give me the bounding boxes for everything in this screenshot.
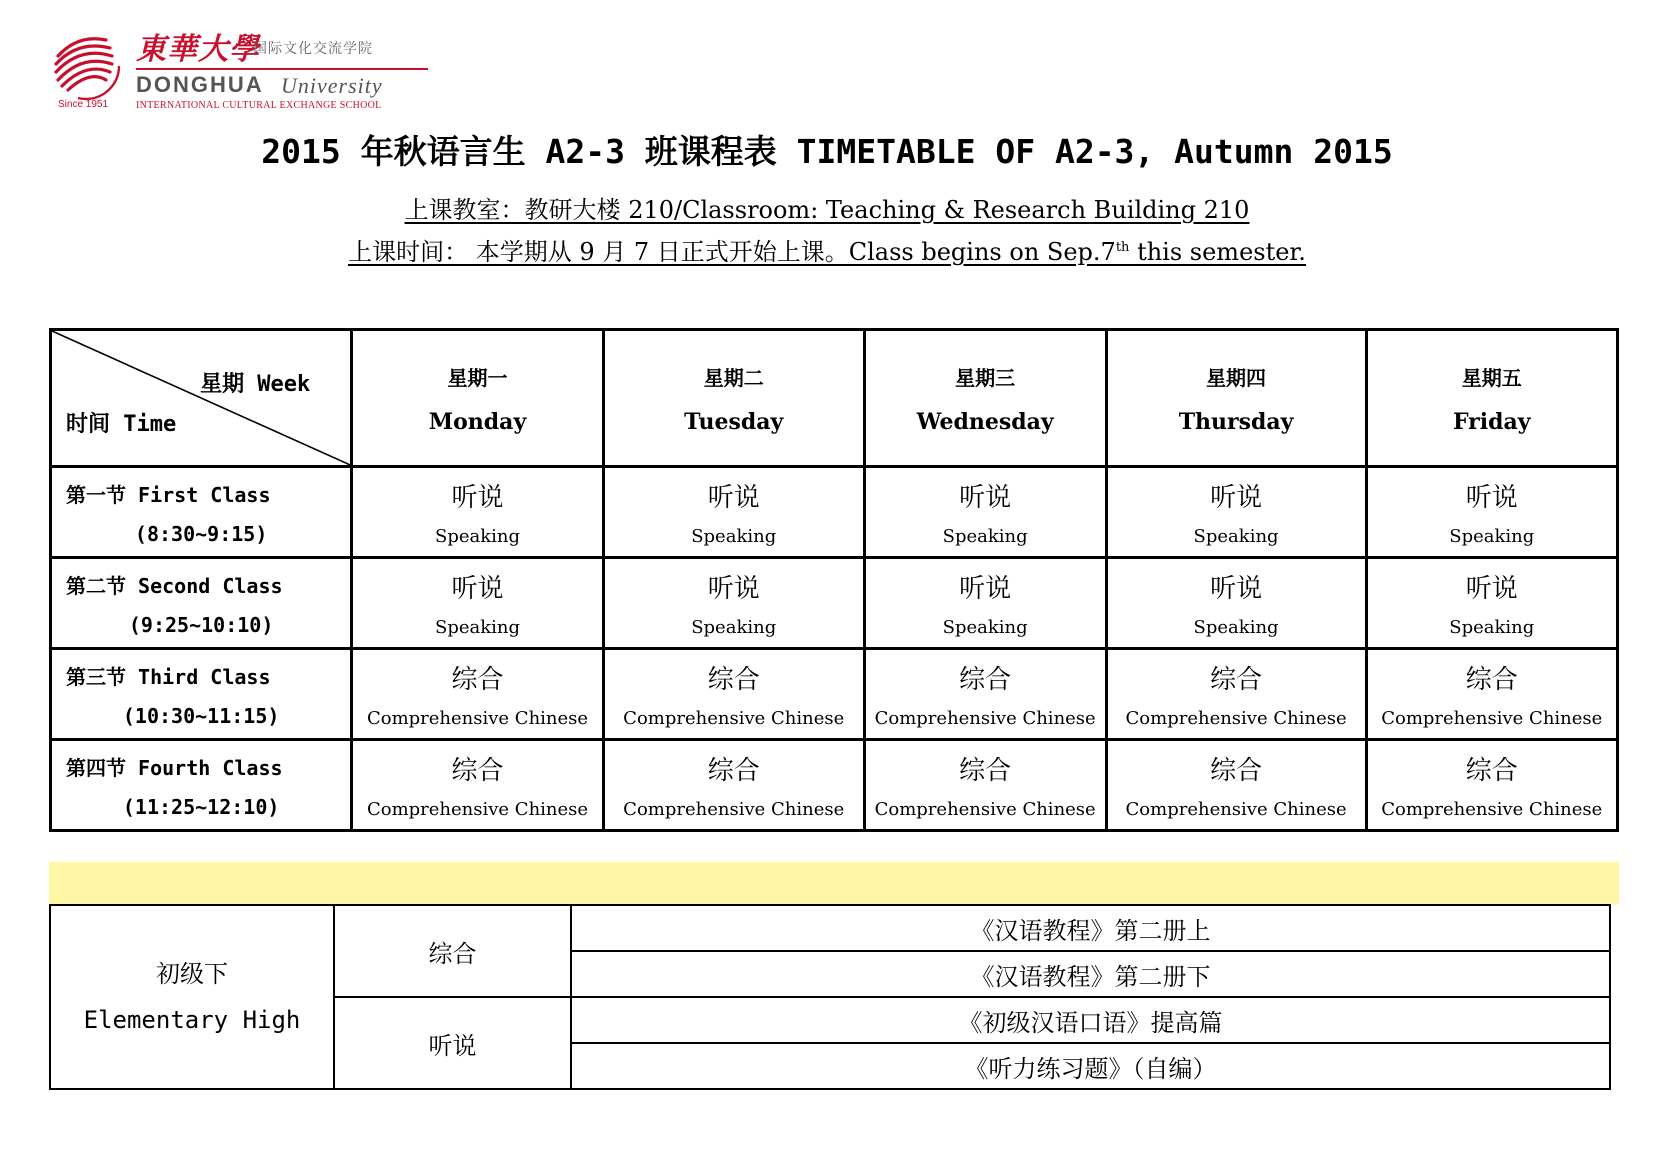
course-cn: 综合 bbox=[959, 756, 1012, 786]
course-cn: 综合 bbox=[707, 756, 760, 786]
period-name: 第四节 Fourth Class bbox=[66, 755, 283, 780]
school-logo bbox=[48, 24, 428, 114]
day-cn: 星期五 bbox=[1461, 365, 1522, 390]
course-en: Comprehensive Chinese bbox=[623, 708, 845, 729]
day-en: Thursday bbox=[1178, 408, 1294, 435]
period-name: 第一节 First Class bbox=[66, 482, 271, 507]
course-cn: 综合 bbox=[959, 665, 1012, 695]
course-en: Speaking bbox=[691, 526, 777, 547]
course-cell bbox=[352, 649, 603, 740]
course-cell bbox=[1366, 649, 1617, 740]
course-en: Speaking bbox=[1193, 526, 1279, 547]
course-en: Speaking bbox=[435, 526, 521, 547]
since-label: Since 1951 bbox=[58, 99, 109, 110]
table-row bbox=[50, 905, 1610, 951]
period-name: 第二节 Second Class bbox=[66, 573, 283, 598]
course-cn: 听说 bbox=[959, 483, 1012, 513]
course-cell bbox=[864, 558, 1106, 649]
course-en: Comprehensive Chinese bbox=[1125, 708, 1347, 729]
course-cn: 听说 bbox=[707, 574, 760, 604]
course-cell bbox=[1106, 740, 1366, 831]
course-en: Comprehensive Chinese bbox=[874, 799, 1096, 820]
course-cell bbox=[1106, 467, 1366, 558]
day-cn: 星期一 bbox=[447, 365, 508, 390]
period-cell bbox=[51, 558, 352, 649]
course-en: Comprehensive Chinese bbox=[623, 799, 845, 820]
day-en: Wednesday bbox=[916, 408, 1054, 435]
day-cn: 星期四 bbox=[1206, 365, 1267, 390]
course-cn: 听说 bbox=[451, 483, 504, 513]
course-cn: 听说 bbox=[1465, 483, 1518, 513]
course-cell bbox=[1366, 467, 1617, 558]
course-en: Comprehensive Chinese bbox=[1381, 799, 1603, 820]
day-header-wednesday bbox=[864, 330, 1106, 467]
period-name: 第三节 Third Class bbox=[66, 664, 271, 689]
classroom-text: 上课教室：教研大楼 210/Classroom: Teaching & Research Building 210 bbox=[404, 196, 1250, 224]
level-en: Elementary High bbox=[83, 1006, 301, 1034]
course-cn: 听说 bbox=[1210, 574, 1263, 604]
day-header-friday bbox=[1366, 330, 1617, 467]
schedule-suffix: this semester. bbox=[1129, 238, 1306, 266]
logo-english-donghua: DONGHUA bbox=[136, 72, 264, 97]
table-row bbox=[51, 467, 1618, 558]
level-cn: 初级下 bbox=[156, 960, 228, 988]
schedule-sup: th bbox=[1115, 240, 1130, 255]
period-cell bbox=[51, 467, 352, 558]
course-en: Speaking bbox=[942, 617, 1028, 638]
course-cn: 综合 bbox=[1210, 756, 1263, 786]
course-en: Speaking bbox=[691, 617, 777, 638]
course-cell bbox=[352, 740, 603, 831]
course-cell bbox=[603, 649, 864, 740]
diagonal-line bbox=[52, 331, 350, 465]
day-header-monday bbox=[352, 330, 603, 467]
timetable bbox=[49, 328, 1619, 832]
course-cell bbox=[864, 649, 1106, 740]
course-en: Comprehensive Chinese bbox=[1125, 799, 1347, 820]
course-en: Comprehensive Chinese bbox=[366, 799, 589, 820]
course-cn: 综合 bbox=[1465, 756, 1518, 786]
course-cn: 综合 bbox=[1210, 665, 1263, 695]
course-cn: 综合 bbox=[451, 756, 504, 786]
course-en: Speaking bbox=[435, 617, 521, 638]
period-cell bbox=[51, 740, 352, 831]
course-en: Speaking bbox=[1449, 617, 1535, 638]
period-time: (9:25~10:10) bbox=[128, 612, 274, 637]
course-cn: 综合 bbox=[1465, 665, 1518, 695]
course-cell bbox=[864, 467, 1106, 558]
course-name-cell: 综合 bbox=[334, 905, 571, 997]
table-row bbox=[51, 740, 1618, 831]
day-cn: 星期二 bbox=[703, 365, 764, 390]
textbook-title: 《初级汉语口语》提高篇 bbox=[571, 997, 1610, 1043]
course-cell bbox=[603, 467, 864, 558]
textbook-table bbox=[49, 904, 1611, 1090]
course-cell bbox=[352, 558, 603, 649]
course-cn: 综合 bbox=[707, 665, 760, 695]
course-en: Comprehensive Chinese bbox=[366, 708, 589, 729]
day-en: Tuesday bbox=[684, 408, 784, 435]
period-cell bbox=[51, 649, 352, 740]
course-en: Comprehensive Chinese bbox=[874, 708, 1096, 729]
page-title: 2015 年秋语言生 A2-3 班课程表 TIMETABLE OF A2-3, Autumn 2015 bbox=[261, 132, 1393, 171]
schedule-line bbox=[0, 232, 1654, 267]
course-cell bbox=[352, 467, 603, 558]
schedule-prefix: 上课时间： 本学期从 9 月 7 日正式开始上课。Class begins on Sep.7 bbox=[348, 238, 1116, 266]
textbook-title: 《听力练习题》（自编） bbox=[571, 1043, 1610, 1089]
day-header-thursday bbox=[1106, 330, 1366, 467]
course-cell bbox=[603, 740, 864, 831]
corner-week-label: 星期 Week bbox=[200, 372, 311, 397]
course-en: Comprehensive Chinese bbox=[1381, 708, 1603, 729]
timetable-header-row bbox=[51, 330, 1618, 467]
day-en: Monday bbox=[428, 408, 527, 435]
day-en: Friday bbox=[1452, 408, 1531, 435]
corner-time-label: 时间 Time bbox=[66, 412, 177, 437]
period-time: (11:25~12:10) bbox=[122, 794, 280, 819]
level-cell bbox=[50, 905, 334, 1089]
textbook-title: 《汉语教程》第二册上 bbox=[571, 905, 1610, 951]
day-header-tuesday bbox=[603, 330, 864, 467]
course-en: Speaking bbox=[942, 526, 1028, 547]
course-cn: 听说 bbox=[1465, 574, 1518, 604]
logo-divider bbox=[136, 68, 428, 70]
course-cell bbox=[1366, 740, 1617, 831]
classroom-line bbox=[0, 190, 1654, 225]
course-cn: 听说 bbox=[959, 574, 1012, 604]
textbook-title: 《汉语教程》第二册下 bbox=[571, 951, 1610, 997]
course-cell bbox=[864, 740, 1106, 831]
course-cn: 听说 bbox=[1210, 483, 1263, 513]
period-time: (10:30~11:15) bbox=[122, 703, 280, 728]
course-cell bbox=[603, 558, 864, 649]
donghua-seal-icon bbox=[48, 26, 124, 102]
day-cn: 星期三 bbox=[955, 365, 1016, 390]
course-en: Speaking bbox=[1449, 526, 1535, 547]
period-time: (8:30~9:15) bbox=[134, 521, 268, 546]
course-cn: 听说 bbox=[707, 483, 760, 513]
course-cell bbox=[1106, 649, 1366, 740]
course-name-cell: 听说 bbox=[334, 997, 571, 1089]
course-cn: 综合 bbox=[451, 665, 504, 695]
corner-cell bbox=[51, 330, 352, 467]
logo-chinese-name: 東華大學 bbox=[136, 32, 260, 67]
logo-school-chinese: 国际文化交流学院 bbox=[253, 41, 373, 57]
course-en: Speaking bbox=[1193, 617, 1279, 638]
table-row bbox=[51, 649, 1618, 740]
course-cell bbox=[1366, 558, 1617, 649]
course-cn: 听说 bbox=[451, 574, 504, 604]
table-row bbox=[51, 558, 1618, 649]
logo-english-university: University bbox=[281, 73, 383, 98]
logo-school-english: INTERNATIONAL CULTURAL EXCHANGE SCHOOL bbox=[136, 100, 382, 111]
highlight-band bbox=[49, 862, 1619, 904]
course-cell bbox=[1106, 558, 1366, 649]
schedule-text bbox=[348, 238, 1306, 266]
